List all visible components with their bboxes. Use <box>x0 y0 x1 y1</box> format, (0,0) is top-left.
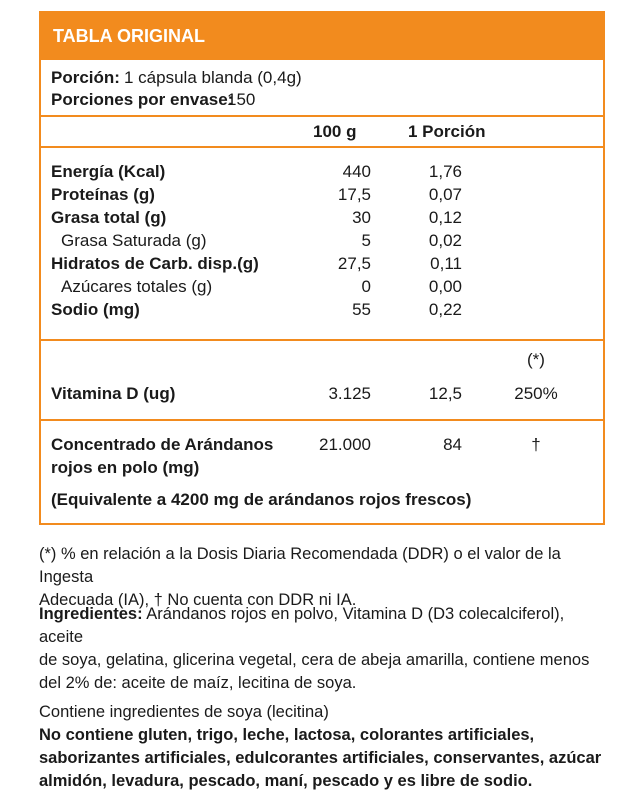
row-label-cranberry-line1: Concentrado de Arándanos <box>51 435 274 454</box>
allergen-block <box>39 701 609 793</box>
row-value-100g: 0 <box>361 277 371 296</box>
ingredients-text: de soya, gelatina, glicerina vegetal, cera de abeja amarilla, contiene menos <box>39 651 590 669</box>
allergen-text: saborizantes artificiales, edulcorantes artificiales, conservantes, azúcar <box>39 749 602 767</box>
row-value-portion: 0,22 <box>428 300 462 319</box>
divider <box>41 339 603 341</box>
row-value-portion: 12,5 <box>428 384 462 403</box>
row-value-portion: 0,02 <box>428 231 462 250</box>
footnote-line: (*) % en relación a la Dosis Diaria Recomendada (DDR) o el valor de la Ingesta <box>39 545 561 586</box>
row-value-portion: 0,00 <box>428 277 462 296</box>
row-value-portion: 0,07 <box>428 185 462 204</box>
row-value-100g: 17,5 <box>337 185 371 204</box>
row-value-100g: 440 <box>342 162 371 181</box>
divider <box>41 419 603 421</box>
serving-value: 1 cápsula blanda (0,4g) <box>124 68 302 87</box>
row-label-saturated-fat: Grasa Saturada (g) <box>61 231 207 250</box>
row-label-sugars: Azúcares totales (g) <box>61 277 213 296</box>
nutrition-table <box>39 11 605 525</box>
row-value-100g: 27,5 <box>337 254 371 273</box>
ingredients-label: Ingredientes: <box>39 605 143 623</box>
row-label-energy: Energía (Kcal) <box>51 162 166 181</box>
row-value-100g: 55 <box>352 300 371 319</box>
row-label-carbs: Hidratos de Carb. disp.(g) <box>51 254 259 273</box>
row-value-portion: 84 <box>443 435 462 454</box>
row-label-protein: Proteínas (g) <box>51 185 155 204</box>
row-value-ddr-dagger: † <box>531 435 541 454</box>
column-header-100g: 100 g <box>313 122 357 141</box>
table-title: TABLA ORIGINAL <box>41 13 603 60</box>
allergen-text: No contiene gluten, trigo, leche, lactosa, colorantes artificiales, <box>39 726 535 744</box>
row-value-portion: 0,11 <box>430 254 462 273</box>
footnote <box>39 543 609 612</box>
allergen-heading: Contiene ingredientes de soya (lecitina) <box>39 703 329 721</box>
row-value-100g: 21.000 <box>319 435 371 454</box>
cranberry-equivalence: (Equivalente a 4200 mg de arándanos rojos frescos) <box>51 490 472 509</box>
allergen-text: almidón, levadura, pescado, maní, pescado y es libre de sodio. <box>39 772 533 790</box>
divider <box>41 146 603 148</box>
serving-label: Porción: <box>51 68 120 87</box>
row-value-100g: 30 <box>352 208 371 227</box>
row-label-total-fat: Grasa total (g) <box>51 208 167 227</box>
servings-value: 150 <box>227 90 256 109</box>
footnote-line: Adecuada (IA), † No cuenta con DDR ni IA. <box>39 591 357 609</box>
row-label-vitamin-d: Vitamina D (ug) <box>51 384 176 403</box>
ingredients-text: del 2% de: aceite de maíz, lecitina de soya. <box>39 674 357 692</box>
ddr-marker: (*) <box>527 350 545 369</box>
row-value-100g: 5 <box>361 231 371 250</box>
ingredients-text: Arándanos rojos en polvo, Vitamina D (D3 colecalciferol), aceite <box>39 605 565 646</box>
row-label-cranberry-line2: rojos en polo (mg) <box>51 458 200 477</box>
row-value-portion: 1,76 <box>428 162 462 181</box>
divider <box>41 115 603 117</box>
row-value-100g: 3.125 <box>328 384 371 403</box>
row-label-sodium: Sodio (mg) <box>51 300 140 319</box>
servings-label: Porciones por envase: <box>51 90 234 109</box>
ingredients-block <box>39 603 609 695</box>
row-value-ddr-percent: 250% <box>514 384 558 403</box>
column-header-portion: 1 Porción <box>408 122 486 141</box>
row-value-portion: 0,12 <box>428 208 462 227</box>
